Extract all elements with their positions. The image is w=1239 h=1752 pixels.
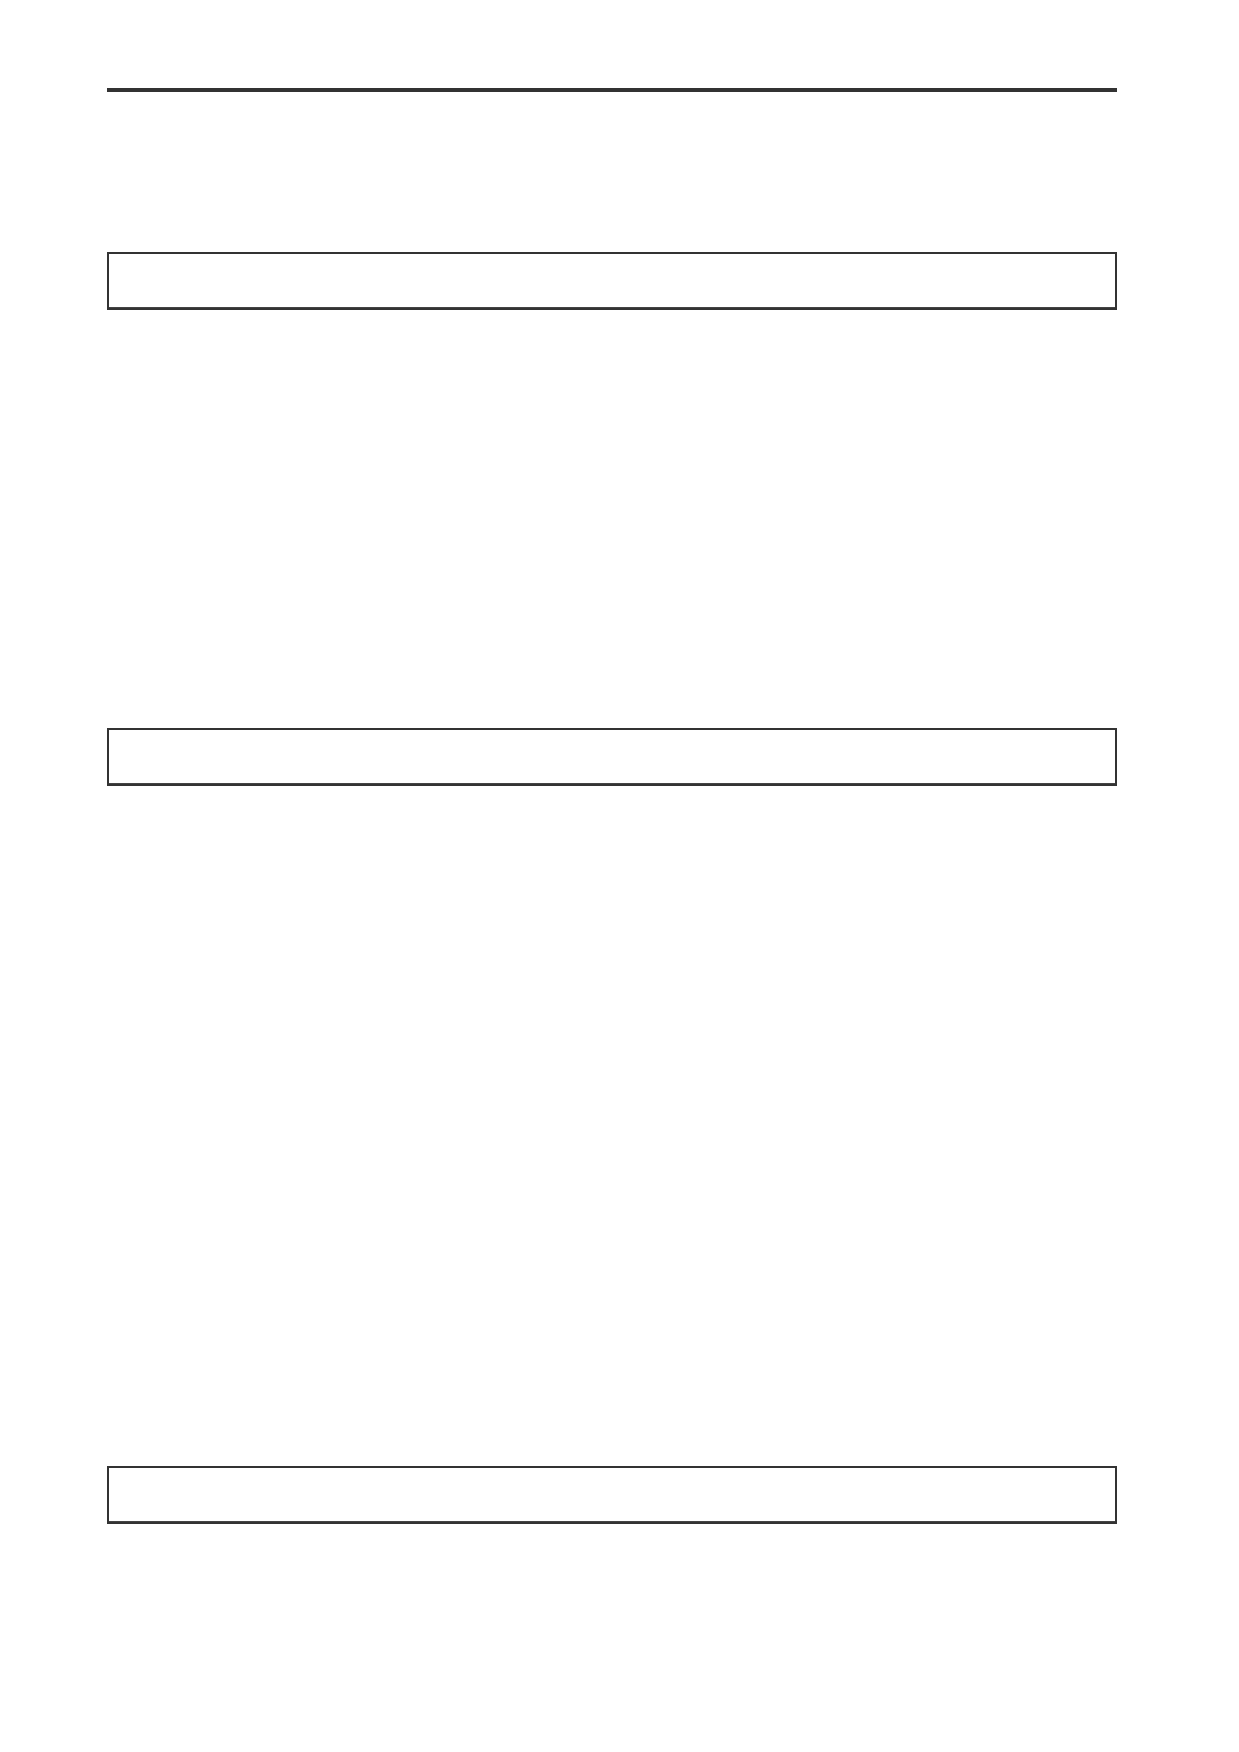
lesson14-table [107, 728, 1117, 786]
top-table [107, 88, 1117, 92]
lesson14-title-row [109, 730, 1115, 784]
lesson13-title-row [109, 254, 1115, 308]
lesson13-table [107, 252, 1117, 310]
lesson16-title-row [109, 1468, 1115, 1522]
lesson16-table [107, 1466, 1117, 1524]
